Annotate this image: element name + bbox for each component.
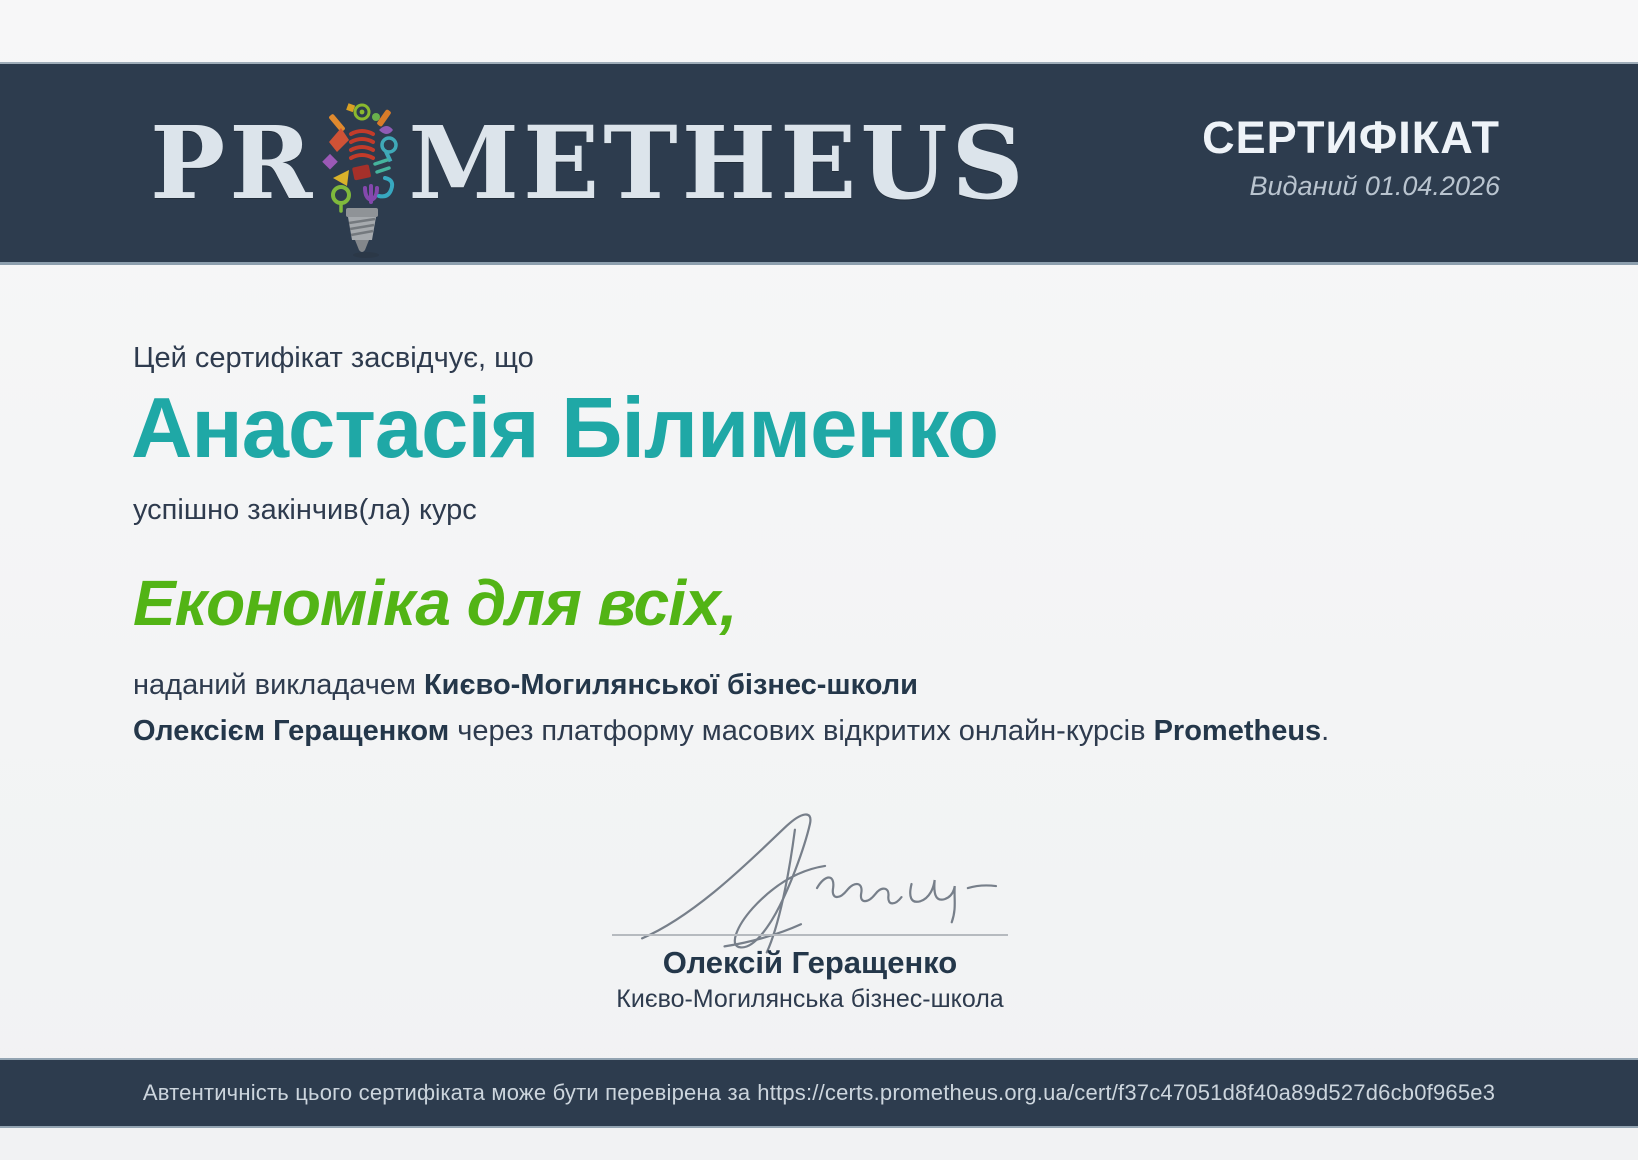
recipient-name: Анастасія Білименко (131, 381, 999, 476)
verification-url: https://certs.prometheus.org.ua/cert/f37c47051d8f40a89d527d6cb0f965e3 (757, 1080, 1496, 1105)
signer-name: Олексій Геращенко (662, 945, 958, 980)
logo-text-pr: PR (150, 104, 317, 222)
credit-platform: Prometheus (1153, 715, 1322, 747)
credit-teacher: Олексієм Геращенком (133, 715, 450, 747)
certificate-title: СЕРТИФІКАТ (1202, 112, 1500, 163)
lightbulb-icon (319, 100, 405, 258)
certificate-heading (1202, 112, 1500, 202)
credit-text (133, 662, 1329, 754)
signature-graphic (628, 795, 1000, 957)
signer-organization: Києво-Могилянська бізнес-школа (616, 985, 1004, 1013)
footer-band (0, 1058, 1638, 1128)
header-band (0, 62, 1638, 265)
completion-text: успішно закінчив(ла) курс (133, 494, 477, 526)
credit-part: через платформу масових відкритих онлайн-курсів (449, 715, 1154, 747)
credit-part: . (1321, 715, 1330, 747)
signature-line (612, 934, 1008, 936)
prometheus-logo (150, 84, 1028, 242)
logo-text-metheus: METHEUS (408, 104, 1028, 222)
credit-part: наданий викладачем (133, 669, 424, 701)
intro-text: Цей сертифікат засвідчує, що (133, 342, 534, 374)
course-title: Економіка для всіх, (133, 567, 737, 639)
credit-school: Києво-Могилянської бізнес-школи (423, 669, 918, 701)
verification-text: Автентичність цього сертифіката може бути перевірена за (142, 1080, 751, 1105)
issue-date: Виданий 01.04.2026 (1249, 171, 1500, 201)
